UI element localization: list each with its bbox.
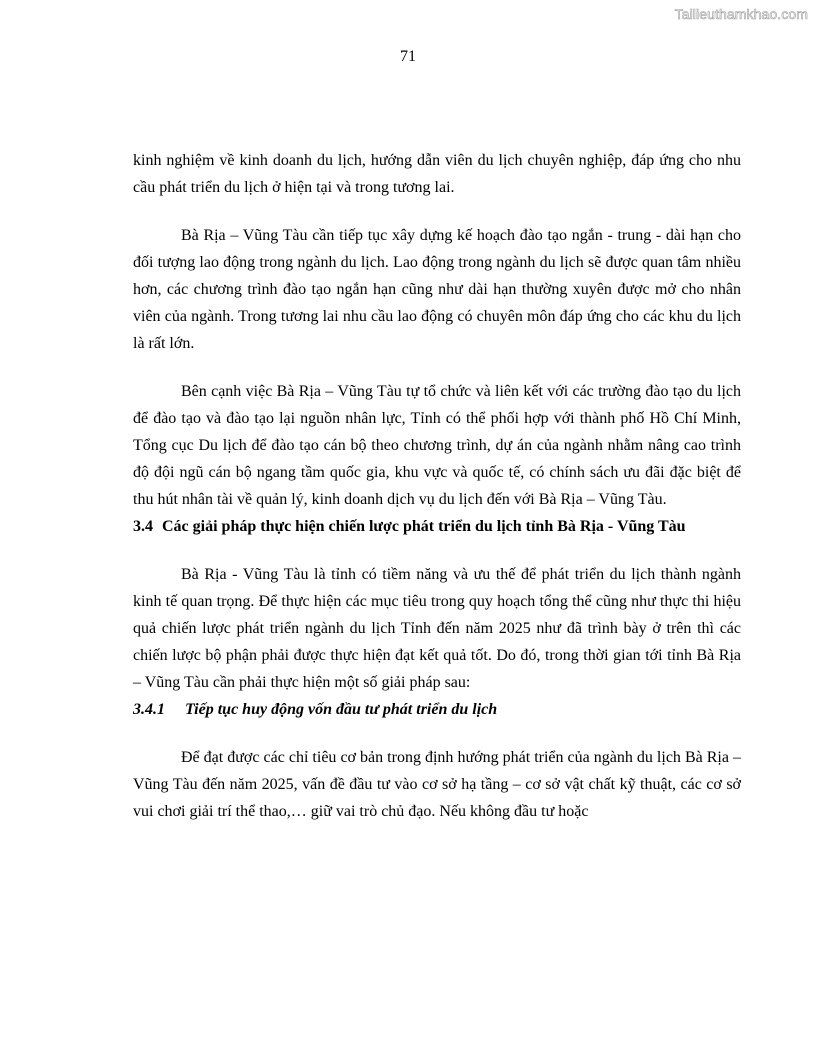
section-title: Các giải pháp thực hiện chiến lược phát triển du lịch tỉnh Bà Rịa - Vũng Tàu: [162, 518, 686, 535]
paragraph-3: Bên cạnh việc Bà Rịa – Vũng Tàu tự tổ chức và liên kết với các trường đào tạo du lịch để đào tạo và đào tạo lại nguồn nhân lực, Tỉnh có thể phối hợp với thành phố Hồ Chí Minh, Tổng cục Du lịch để đào tạo cán bộ theo chương trình, dự án của ngành nhằm nâng cao trình độ đội ngũ cán bộ ngang tầm quốc gia, khu vực và quốc tế, có chính sách ưu đãi đặc biệt để thu hút nhân tài về quản lý, kinh doanh dịch vụ du lịch đến với Bà Rịa – Vũng Tàu.: [133, 383, 741, 508]
section-number: 3.4: [133, 518, 153, 535]
document-body: [133, 147, 741, 825]
subsection-title: Tiếp tục huy động vốn đầu tư phát triển du lịch: [185, 701, 498, 718]
paragraph-5: Để đạt được các chỉ tiêu cơ bản trong định hướng phát triển của ngành du lịch Bà Rịa – Vũng Tàu đến năm 2025, vấn đề đầu tư vào cơ sở hạ tầng – cơ sở vật chất kỹ thuật, các cơ sở vui chơi giải trí thể thao,… giữ vai trò chủ đạo. Nếu không đầu tư hoặc: [133, 749, 741, 820]
section-heading: [133, 513, 741, 540]
subsection-number: 3.4.1: [133, 701, 165, 718]
paragraph-4: Bà Rịa - Vũng Tàu là tỉnh có tiềm năng và ưu thế để phát triển du lịch thành ngành kinh tế quan trọng. Để thực hiện các mục tiêu trong quy hoạch tổng thể cũng như thực thi hiệu quả chiến lược phát triển ngành du lịch Tỉnh đến năm 2025 như đã trình bày ở trên thì các chiến lược bộ phận phải được thực hiện đạt kết quả tốt. Do đó, trong thời gian tới tỉnh Bà Rịa – Vũng Tàu cần phải thực hiện một số giải pháp sau:: [133, 566, 741, 691]
page-number: 71: [400, 48, 416, 65]
watermark-text: Tailieuthamkhao.com: [674, 6, 808, 22]
paragraph-2: Bà Rịa – Vũng Tàu cần tiếp tục xây dựng kế hoạch đào tạo ngắn - trung - dài hạn cho đối tượng lao động trong ngành du lịch. Lao động trong ngành du lịch sẽ được quan tâm nhiều hơn, các chương trình đào tạo ngắn hạn cũng như dài hạn thường xuyên được mở cho nhân viên của ngành. Trong tương lai nhu cầu lao động có chuyên môn đáp ứng cho các khu du lịch là rất lớn.: [133, 227, 741, 352]
subsection-heading: [133, 696, 741, 723]
paragraph-1: kinh nghiệm về kinh doanh du lịch, hướng dẫn viên du lịch chuyên nghiệp, đáp ứng cho nhu cầu phát triển du lịch ở hiện tại và trong tương lai.: [133, 152, 741, 196]
